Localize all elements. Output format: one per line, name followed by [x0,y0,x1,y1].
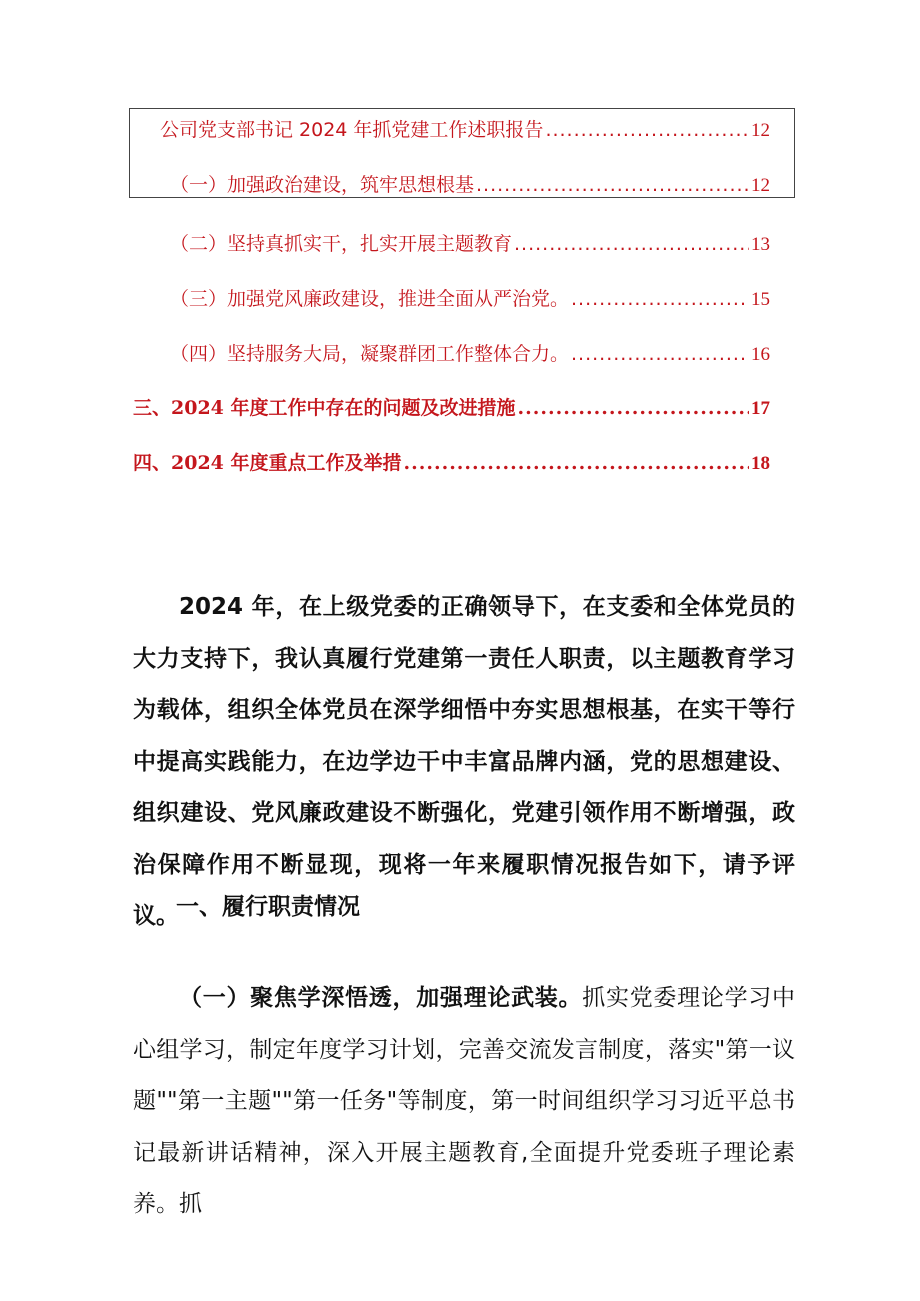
toc-leader-dots [404,452,750,474]
toc-entry-report-title[interactable] [160,115,770,142]
toc-leader-dots [518,397,750,419]
section-heading: 一、履行职责情况 [176,894,360,920]
toc-entry-page: 15 [751,289,770,310]
toc-entry-title: 四、2024 年度重点工作及举措 [133,452,402,474]
toc-entry-title: 公司党支部书记 2024 年抓党建工作述职报告 [160,119,544,141]
toc-entry-1[interactable] [170,170,770,197]
toc-entry-page: 16 [751,344,770,365]
toc-entry-page: 18 [751,453,770,474]
subsection-paragraph [133,973,795,1231]
toc-entry-title: （二）坚持真抓实干，扎实开展主题教育 [170,233,513,255]
toc-entry-page: 12 [751,120,770,141]
subsection-text: 抓实党委理论学习中心组学习，制定年度学习计划，完善交流发言制度，落实"第一议题""第一主题""第一任务"等制度，第一时间组织学习习近平总书记最新讲话精神，深入开展主题教育,全面提升党委班子理论素养。抓 [133,985,796,1217]
intro-paragraph: 2024 年，在上级党委的正确领导下，在支委和全体党员的大力支持下，我认真履行党建第一责任人职责，以主题教育学习为载体，组织全体党员在深学细悟中夯实思想根基，在实干等行中提高实践能力，在边学边干中丰富品牌内涵，党的思想建设、组织建设、党风廉政建设不断强化，党建引领作用不断增强，政治保障作用不断显现，现将一年来履职情况报告如下，请予评议。 [133,594,795,929]
toc-entry-3[interactable] [170,284,770,311]
toc-entry-section-3[interactable] [133,393,770,420]
toc-entry-title: （三）加强党风廉政建设，推进全面从严治党。 [170,288,570,310]
toc-leader-dots [545,119,749,141]
toc-entry-title: （四）坚持服务大局，凝聚群团工作整体合力。 [170,343,570,365]
subsection-heading: （一）聚焦学深悟透，加强理论武装。 [179,985,583,1011]
toc-leader-dots [514,233,749,255]
toc-entry-section-4[interactable] [133,448,770,475]
toc-leader-dots [571,343,749,365]
toc-entry-page: 13 [751,234,770,255]
toc-entry-title: 三、2024 年度工作中存在的问题及改进措施 [133,397,516,419]
toc-entry-page: 17 [751,398,770,419]
toc-leader-dots [571,288,749,310]
toc-entry-2[interactable] [170,229,770,256]
toc-entry-page: 12 [751,175,770,196]
toc-leader-dots [476,174,749,196]
toc-entry-4[interactable] [170,339,770,366]
toc-entry-title: （一）加强政治建设，筑牢思想根基 [170,174,475,196]
